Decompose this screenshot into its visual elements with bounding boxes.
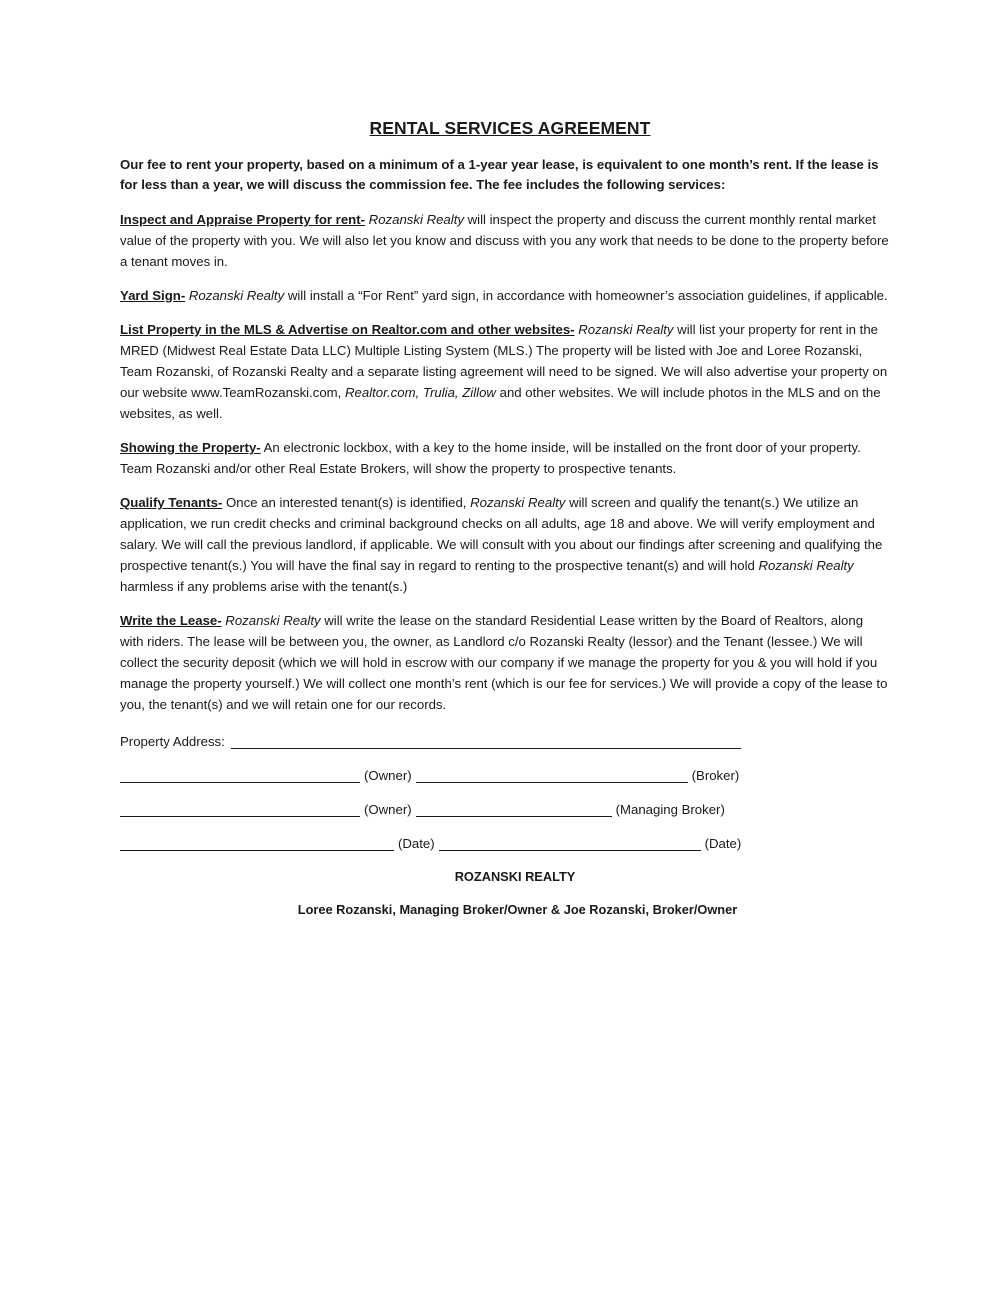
company-name-italic: Rozanski Realty bbox=[368, 212, 464, 227]
company-name-italic: Rozanski Realty bbox=[225, 613, 321, 628]
section-qualify bbox=[120, 492, 890, 597]
section-inspect-heading: Inspect and Appraise Property for rent- bbox=[120, 212, 365, 227]
property-address-field[interactable] bbox=[231, 734, 741, 749]
intro-paragraph: Our fee to rent your property, based on a minimum of a 1-year year lease, is equivalent to one month’s rent. If the lease is for less than a year, we will discuss the commission fee. The fee includes the following services: bbox=[120, 157, 879, 192]
section-qualify-heading: Qualify Tenants- bbox=[120, 495, 223, 510]
signature-row-3 bbox=[120, 831, 890, 851]
section-lease-heading: Write the Lease- bbox=[120, 613, 222, 628]
property-address-row bbox=[120, 729, 890, 749]
section-showing-heading: Showing the Property- bbox=[120, 440, 261, 455]
section-lease-text: will write the lease on the standard Residential Lease written by the Board of Realtors, along with riders. The lease will be between you, the owner, as Landlord c/o Rozanski Realty (lessor) and the Tenant (lessee.) We will collect the security deposit (which we will hold in escrow with our company if we manage the property for you & you will hold if you manage the property yourself.) We will collect one month’s rent (which is our fee for services.) We will provide a copy of the lease to you, the tenant(s) and we will retain one for our records. bbox=[120, 613, 888, 712]
managing-broker-label: (Managing Broker) bbox=[615, 802, 725, 817]
staff-line: Loree Rozanski, Managing Broker/Owner & Joe Rozanski, Broker/Owner bbox=[297, 902, 738, 917]
date-label: (Date) bbox=[398, 836, 435, 851]
section-showing-text: An electronic lockbox, with a key to the home inside, will be installed on the front door of your property. Team Rozanski and/or other Real Estate Brokers, will show the property to prospective tenants. bbox=[120, 440, 861, 476]
broker-signature-line[interactable] bbox=[416, 768, 688, 783]
company-name: ROZANSKI REALTY bbox=[454, 869, 576, 884]
signature-row-1 bbox=[120, 763, 890, 783]
section-yard-sign bbox=[120, 285, 890, 306]
section-inspect-text: will inspect the property and discuss the current monthly rental market value of the property with you. We will also let you know and discuss with you any work that needs to be done to the property before a tenant moves in. bbox=[120, 212, 889, 269]
owner-label: (Owner) bbox=[364, 768, 412, 783]
owner-signature-line-2[interactable] bbox=[120, 802, 360, 817]
managing-broker-signature-line[interactable] bbox=[416, 802, 612, 817]
broker-label: (Broker) bbox=[691, 768, 740, 783]
section-list-property-heading: List Property in the MLS & Advertise on Realtor.com and other websites- bbox=[120, 322, 575, 337]
section-showing bbox=[120, 437, 890, 479]
property-address-label: Property Address: bbox=[120, 734, 225, 749]
section-yard-sign-heading: Yard Sign- bbox=[120, 288, 186, 303]
section-yard-sign-text: will install a “For Rent” yard sign, in accordance with homeowner’s association guidelines, if applicable. bbox=[284, 288, 888, 303]
section-list-property-text: will list your property for rent in the MRED (Midwest Real Estate Data LLC) Multiple Listing System (MLS.) The property will be listed with Joe and Loree Rozanski, Team Rozanski, of Rozanski Realty and a separate listing agreement will need to be signed. We will also advertise your property on our website www.TeamRozanski.com, bbox=[120, 322, 888, 400]
owner-signature-line-1[interactable] bbox=[120, 768, 360, 783]
date-label: (Date) bbox=[704, 836, 742, 851]
section-list-property-text-end: and other websites. We will include photos in the MLS and on the websites, as well. bbox=[120, 385, 881, 421]
owner-date-line[interactable] bbox=[120, 836, 394, 851]
document-title: RENTAL SERVICES AGREEMENT bbox=[369, 118, 651, 138]
company-name-italic: Rozanski Realty bbox=[188, 288, 285, 303]
company-name-italic: Rozanski Realty bbox=[470, 495, 566, 510]
broker-date-line[interactable] bbox=[439, 836, 701, 851]
section-qualify-text-mid: will screen and qualify the tenant(s.) We utilize an application, we run credit checks and criminal background checks on all adults, age 18 and above. We will verify employment and salary. We will call the previous landlord, if applicable. We will consult with you about our findings after screening and qualifying the prospective tenant(s.) You will have the final say in regard to renting to the prospective tenant(s) and will hold bbox=[120, 495, 883, 573]
section-qualify-text-end: harmless if any problems arise with the tenant(s.) bbox=[120, 579, 408, 594]
section-list-property bbox=[120, 319, 890, 424]
section-lease bbox=[120, 610, 890, 715]
agreement-page bbox=[120, 118, 890, 917]
company-name-italic: Rozanski Realty bbox=[578, 322, 674, 337]
signature-row-2 bbox=[120, 797, 890, 817]
section-qualify-text: Once an interested tenant(s) is identified, bbox=[222, 495, 471, 510]
owner-label: (Owner) bbox=[364, 802, 412, 817]
company-name-italic: Rozanski Realty bbox=[758, 558, 854, 573]
listing-websites: Realtor.com, Trulia, Zillow bbox=[345, 385, 496, 400]
section-inspect bbox=[120, 209, 890, 272]
